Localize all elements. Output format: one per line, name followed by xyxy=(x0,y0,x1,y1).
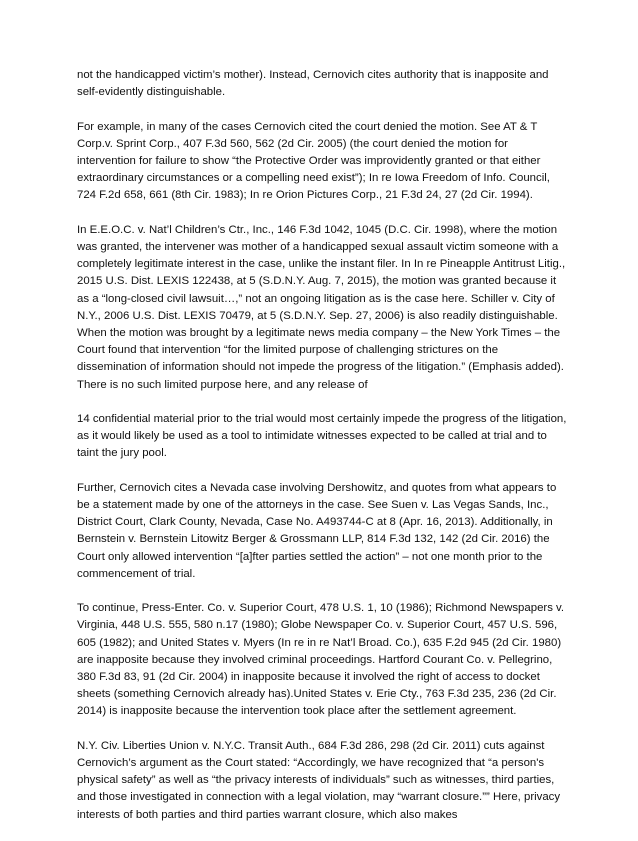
document-body xyxy=(77,67,567,841)
paragraph-1: not the handicapped victim’s mother). Instead, Cernovich cites authority that is inapposite and self-evidently distinguishable. xyxy=(77,69,549,99)
paragraph-6: To continue, Press-Enter. Co. v. Superior Court, 478 U.S. 1, 10 (1986); Richmond Newspapers v. Virginia, 448 U.S. 555, 580 n.17 (1980); Globe Newspaper Co. v. Superior Court, 457 U.S. 596, 605 (1982); and United States v. Myers (In re in re Nat’l Broad. Co.), 635 F.2d 945 (2d Cir. 1980) are inapposite because they involved criminal proceedings. Hartford Courant Co. v. Pellegrino, 380 F.3d 83, 91 (2d Cir. 2004) in inapposite because it involved the right of access to docket sheets (something Cernovich already has).United States v. Erie Cty., 763 F.3d 235, 236 (2d Cir. 2014) is inapposite because the intervention took place after the settlement agreement. xyxy=(77,602,565,718)
paragraph-2: For example, in many of the cases Cernovich cited the court denied the motion. See AT & T Corp.v. Sprint Corp., 407 F.3d 560, 562 (2d Cir. 2005) (the court denied the motion for intervention for failure to show “the Protective Order was improvidently granted or that either extraordinary circumstances or a compelling need exist”); In re Iowa Freedom of Info. Council, 724 F.2d 658, 661 (8th Cir. 1983); In re Orion Pictures Corp., 21 F.3d 24, 27 (2d Cir. 1994). xyxy=(77,120,550,202)
paragraph-5: Further, Cernovich cites a Nevada case involving Dershowitz, and quotes from what appears to be a statement made by one of the attorneys in the case. See Suen v. Las Vegas Sands, Inc., District Court, Clark County, Nevada, Case No. A493744-C at 8 (Apr. 16, 2013). Additionally, in Bernstein v. Bernstein Litowitz Berger & Grossmann LLP, 814 F.3d 132, 142 (2d Cir. 2016) the Court only allowed intervention “[a]fter parties settled the action” – not one month prior to the commencement of trial. xyxy=(77,481,557,580)
paragraph-4: 14 confidential material prior to the trial would most certainly impede the progress of the litigation, as it would likely be used as a tool to intimidate witnesses expected to be called at trial and to taint the jury pool. xyxy=(77,413,567,460)
paragraph-3: In E.E.O.C. v. Nat’l Children’s Ctr., Inc., 146 F.3d 1042, 1045 (D.C. Cir. 1998), where the motion was granted, the intervener was mother of a handicapped sexual assault victim someone with a completely legitimate interest in the case, unlike the instant filer. In In re Pineapple Antitrust Litig., 2015 U.S. Dist. LEXIS 122438, at 5 (S.D.N.Y. Aug. 7, 2015), the motion was granted because it as a “long-closed civil lawsuit…,” not an ongoing litigation as is the case here. Schiller v. City of N.Y., 2006 U.S. Dist. LEXIS 70479, at 5 (S.D.N.Y. Sep. 27, 2006) is also readily distinguishable. When the motion was brought by a legitimate news media company – the New York Times – the Court found that intervention “for the limited purpose of challenging strictures on the dissemination of information should not impede the progress of the litigation.” (Emphasis added). There is no such limited purpose here, and any release of xyxy=(77,223,566,391)
paragraph-7: N.Y. Civ. Liberties Union v. N.Y.C. Transit Auth., 684 F.3d 286, 298 (2d Cir. 2011) cuts against Cernovich’s argument as the Court stated: “Accordingly, we have recognized that “a person's physical safety” as well as “the privacy interests of individuals” such as witnesses, third parties, and those investigated in connection with a legal violation, may “warrant closure.”” Here, privacy interests of both parties and third parties warrant closure, which also makes xyxy=(77,739,561,821)
